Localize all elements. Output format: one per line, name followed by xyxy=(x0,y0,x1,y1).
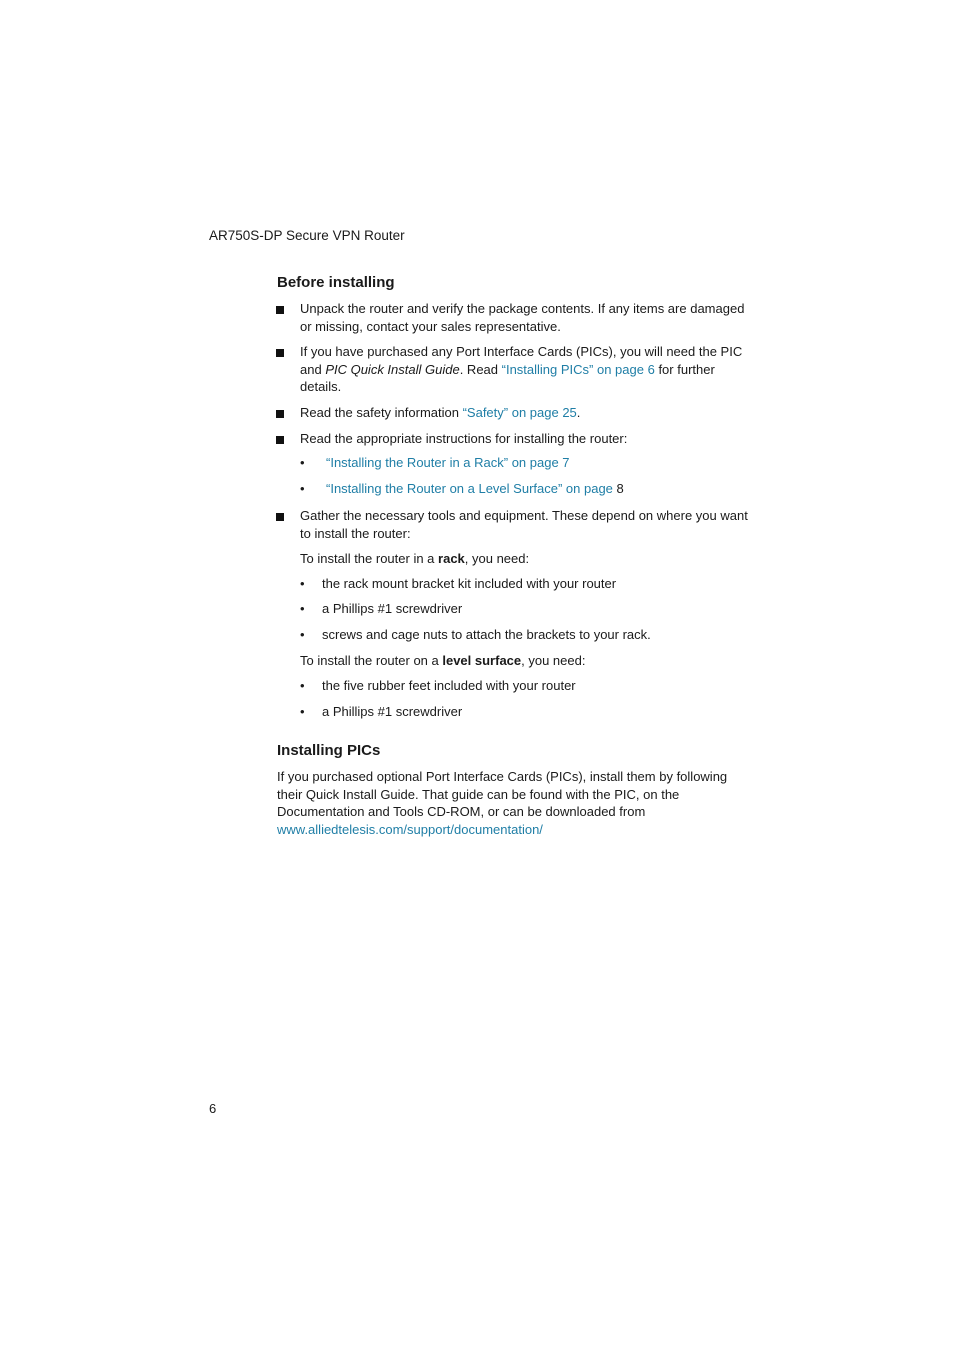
level-intro xyxy=(300,652,750,670)
item-text: and xyxy=(300,361,326,377)
page-number: 6 xyxy=(209,1101,217,1116)
section-heading-before-installing: Before installing xyxy=(277,274,395,291)
guide-title: PIC Quick Install Guide xyxy=(325,361,460,377)
running-header: AR750S-DP Secure VPN Router xyxy=(209,228,405,243)
cross-reference-link[interactable]: “Installing PICs” on page 6 xyxy=(501,361,655,377)
cross-reference-link[interactable]: “Safety” on page 25 xyxy=(462,405,577,420)
dot-bullet-icon: • xyxy=(300,678,305,693)
list-item: the rack mount bracket kit included with your router xyxy=(322,576,617,591)
item-text: , you need: xyxy=(464,551,530,566)
list-item-safety xyxy=(300,404,750,422)
list-item: a Phillips #1 screwdriver xyxy=(322,601,463,616)
item-text: . Read xyxy=(459,361,502,377)
installing-pics-body xyxy=(277,768,747,838)
list-item-gather-tools: Gather the necessary tools and equipment. These depend on where you want to install the router: xyxy=(300,508,748,541)
cross-reference-link[interactable] xyxy=(326,481,624,496)
section-heading-installing-pics: Installing PICs xyxy=(277,742,381,759)
item-text: , you need: xyxy=(521,653,586,668)
item-text: . xyxy=(576,405,581,420)
square-bullet-icon xyxy=(276,349,284,357)
list-item-pics xyxy=(300,343,750,396)
square-bullet-icon xyxy=(276,436,284,444)
list-item: a Phillips #1 screwdriver xyxy=(322,704,463,719)
item-text: Read the safety information xyxy=(300,405,463,420)
dot-bullet-icon: • xyxy=(300,627,305,642)
square-bullet-icon xyxy=(276,410,284,418)
list-item-instructions: Read the appropriate instructions for installing the router: xyxy=(300,431,628,446)
dot-bullet-icon: • xyxy=(300,455,305,470)
list-item: the five rubber feet included with your router xyxy=(322,678,576,693)
item-text: To install the router in a xyxy=(300,551,439,566)
link-text[interactable]: “Installing the Router on a Level Surface” on page xyxy=(326,481,613,496)
link-page-number[interactable]: 8 xyxy=(612,481,624,496)
item-text: details. xyxy=(300,379,342,394)
emphasis: rack xyxy=(438,551,465,566)
body-text: If you purchased optional Port Interface Cards (PICs), install them by following their Quick Install Guide. That guide can be found with the PIC, on the Documentation and Tools CD-ROM, or can be downloaded from xyxy=(277,769,728,819)
dot-bullet-icon: • xyxy=(300,704,305,719)
item-text: To install the router on a xyxy=(300,653,443,668)
dot-bullet-icon: • xyxy=(300,601,305,616)
dot-bullet-icon: • xyxy=(300,481,305,496)
documentation-url-link[interactable]: www.alliedtelesis.com/support/documentation/ xyxy=(277,821,543,837)
list-item: screws and cage nuts to attach the brackets to your rack. xyxy=(322,627,651,642)
rack-intro xyxy=(300,550,750,568)
list-item-unpack: Unpack the router and verify the package contents. If any items are damaged or missing, contact your sales representative. xyxy=(300,301,745,334)
dot-bullet-icon: • xyxy=(300,576,305,591)
item-text: for further xyxy=(654,361,715,377)
square-bullet-icon xyxy=(276,513,284,521)
item-text: If you have purchased any Port Interface Cards (PICs), you will need the PIC xyxy=(300,344,743,359)
square-bullet-icon xyxy=(276,306,284,314)
cross-reference-link[interactable]: “Installing the Router in a Rack” on page 7 xyxy=(326,455,570,470)
emphasis: level surface xyxy=(442,653,522,668)
